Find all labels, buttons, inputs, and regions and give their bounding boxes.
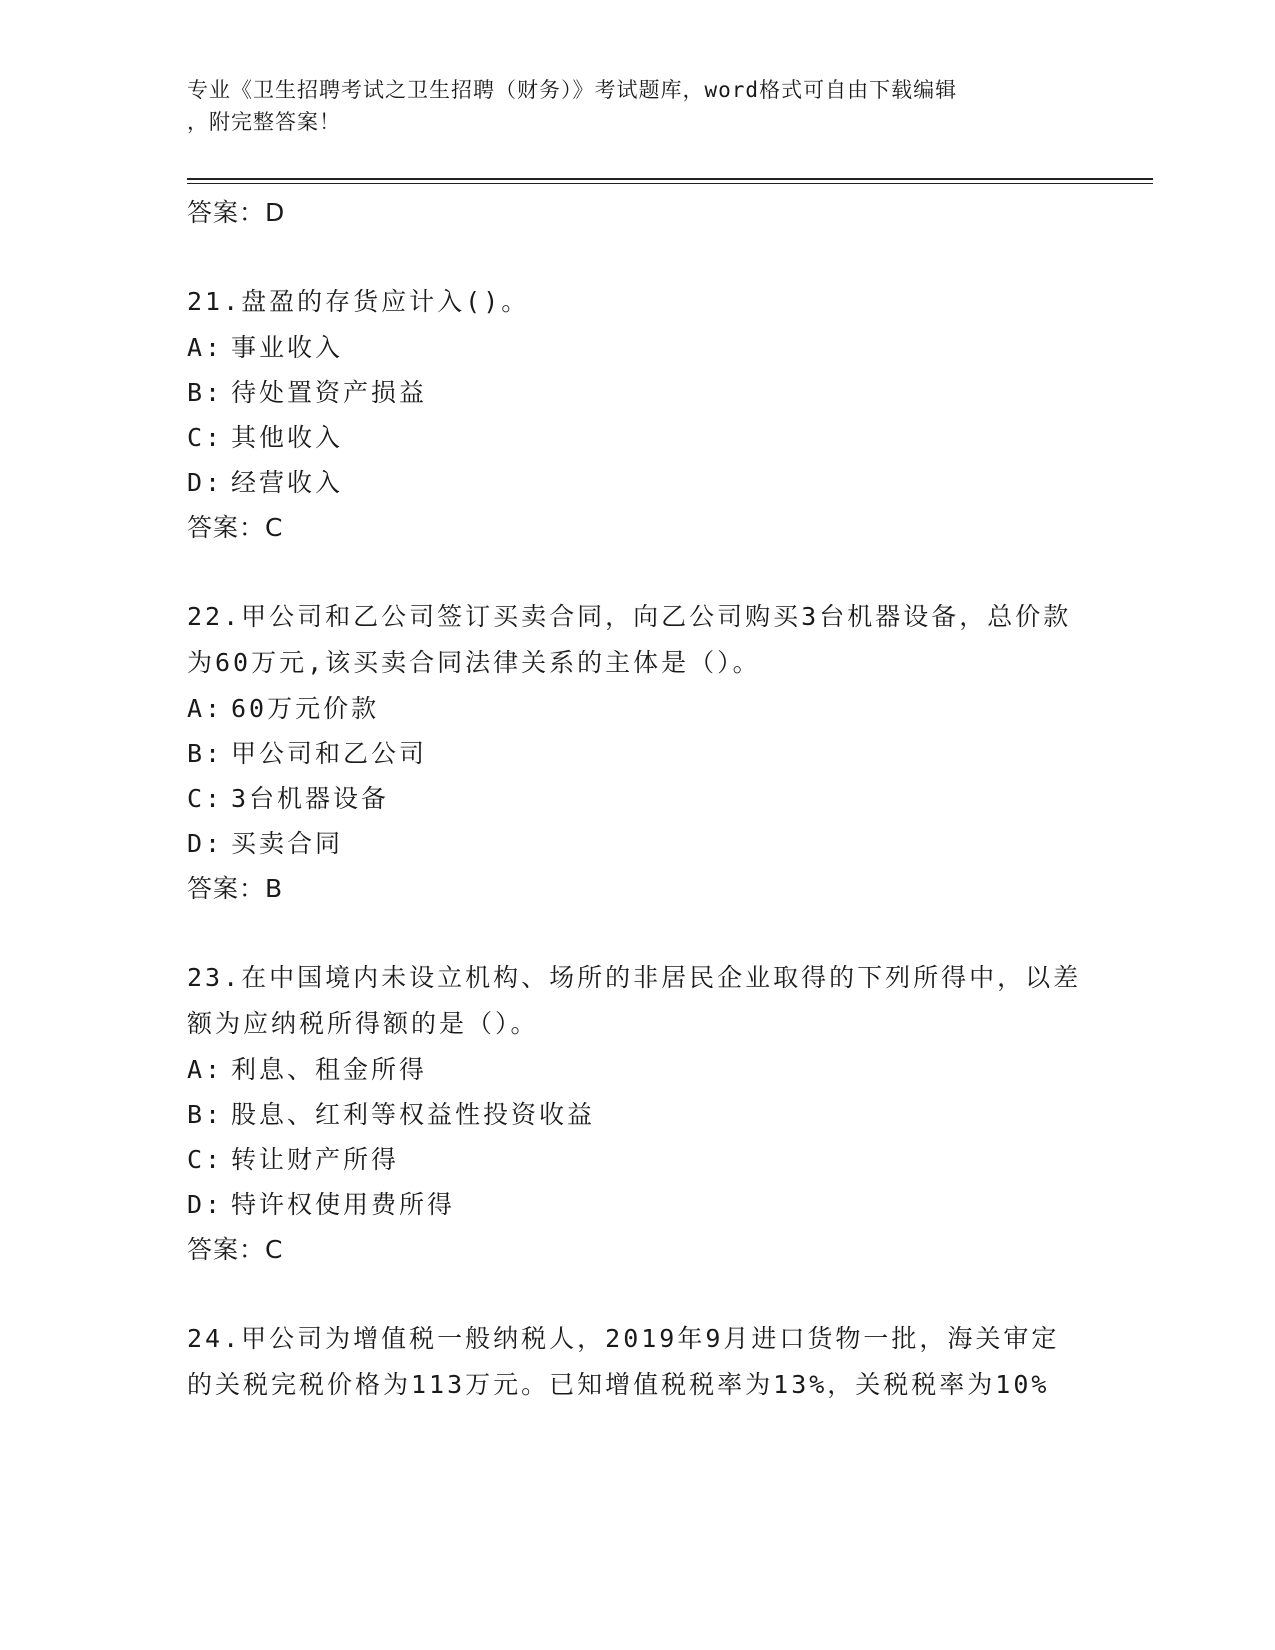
- option-text: 特许权使用费所得: [231, 1190, 456, 1219]
- option-a: [187, 686, 1087, 731]
- option-text: 待处置资产损益: [231, 378, 428, 407]
- question-stem: 24.甲公司为增值税一般纳税人，2019年9月进口货物一批，海关审定的关税完税价格为113万元。已知增值税税率为13%，关税税率为10%: [187, 1324, 1060, 1399]
- option-text: 经营收入: [231, 468, 344, 497]
- option-key: B:: [187, 1100, 224, 1129]
- option-a: [187, 1047, 1087, 1092]
- option-key: D:: [187, 829, 224, 858]
- option-key: A:: [187, 333, 224, 362]
- option-key: D:: [187, 468, 224, 497]
- option-text: 利息、租金所得: [231, 1055, 428, 1084]
- option-key: C:: [187, 1145, 224, 1174]
- option-b: [187, 370, 1087, 415]
- document-header: [187, 74, 1087, 138]
- answer-line: 答案：C: [187, 1235, 284, 1264]
- answer-line: 答案：B: [187, 874, 284, 903]
- question-24: [187, 1316, 1087, 1408]
- option-key: B:: [187, 378, 224, 407]
- question-stem: 21.盘盈的存货应计入()。: [187, 287, 530, 316]
- header-rule-thin: [187, 183, 1153, 184]
- option-c: [187, 415, 1087, 460]
- option-text: 买卖合同: [231, 829, 344, 858]
- option-text: 甲公司和乙公司: [231, 739, 428, 768]
- option-key: B:: [187, 739, 224, 768]
- option-key: A:: [187, 1055, 224, 1084]
- option-d: [187, 1182, 1087, 1227]
- option-text: 60万元价款: [231, 694, 380, 723]
- option-key: A:: [187, 694, 224, 723]
- option-text: 股息、红利等权益性投资收益: [231, 1100, 596, 1129]
- option-a: [187, 325, 1087, 370]
- option-text: 3台机器设备: [231, 784, 390, 813]
- option-b: [187, 731, 1087, 776]
- question-22: [187, 594, 1087, 912]
- option-c: [187, 1137, 1087, 1182]
- option-key: C:: [187, 784, 224, 813]
- question-21: [187, 279, 1087, 551]
- question-stem: 23.在中国境内未设立机构、场所的非居民企业取得的下列所得中，以差额为应纳税所得额的是（）。: [187, 963, 1082, 1038]
- option-text: 事业收入: [231, 333, 344, 362]
- option-key: C:: [187, 423, 224, 452]
- question-stem: 22.甲公司和乙公司签订买卖合同，向乙公司购买3台机器设备，总价款为60万元,该买卖合同法律关系的主体是（）。: [187, 602, 1072, 677]
- option-key: D:: [187, 1190, 224, 1219]
- option-d: [187, 821, 1087, 866]
- option-c: [187, 776, 1087, 821]
- option-b: [187, 1092, 1087, 1137]
- header-line-1: 专业《卫生招聘考试之卫生招聘（财务）》考试题库，word格式可自由下载编辑: [187, 78, 958, 102]
- answer-line: 答案：D: [187, 198, 286, 227]
- answer-line: 答案：C: [187, 513, 284, 542]
- option-d: [187, 460, 1087, 505]
- header-rule-thick: [187, 178, 1153, 180]
- header-line-2: ，附完整答案！: [187, 110, 341, 134]
- option-text: 其他收入: [231, 423, 344, 452]
- option-text: 转让财产所得: [231, 1145, 400, 1174]
- document-body: [187, 190, 1087, 1451]
- question-23: [187, 955, 1087, 1273]
